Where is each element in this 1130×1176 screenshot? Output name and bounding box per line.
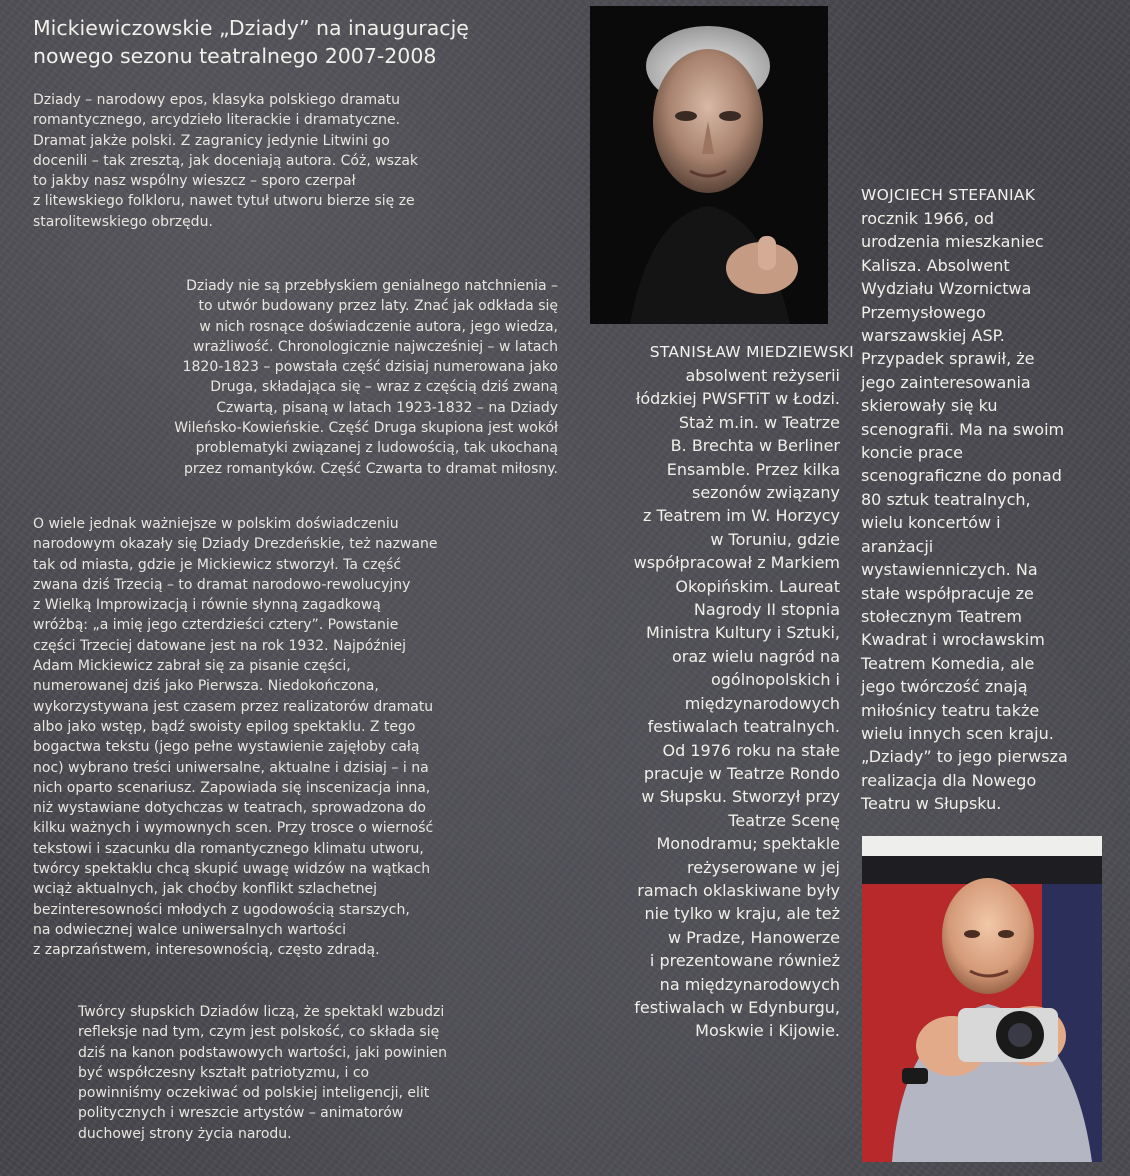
portrait-illustration	[590, 6, 828, 324]
paragraph-chronology	[78, 276, 558, 479]
paragraph-line: w nich rosnące doświadczenie autora, jego wiedza,	[199, 318, 558, 335]
paragraph-line: wykorzystywana jest czasem przez realizatorów dramatu	[33, 698, 434, 715]
bio-line: aranżacji	[861, 536, 934, 556]
paragraph-line: numerowanej dziś jako Pierwsza. Niedokończona,	[33, 678, 379, 695]
bio-line: Wydziału Wzornictwa	[861, 279, 1032, 299]
paragraph-line: Twórcy słupskich Dziadów liczą, że spektakl wzbudzi	[78, 1004, 445, 1020]
title-line-2: nowego sezonu teatralnego 2007-2008	[33, 44, 437, 68]
bio-text-miedziewski	[578, 364, 840, 1043]
bio-line: Ensamble. Przez kilka	[666, 459, 840, 479]
bio-line: miłośnicy teatru także	[861, 700, 1040, 720]
bio-line: Od 1976 roku na stałe	[662, 740, 840, 760]
bio-line: wielu koncertów i	[861, 513, 1001, 533]
bio-line: Teatrze Scenę	[728, 810, 840, 830]
bio-line: z Teatrem im W. Horzycy	[642, 506, 840, 526]
bio-line: nie tylko w kraju, ale też	[644, 904, 840, 924]
paragraph-line: niż wystawiane dotychczas w teatrach, sprowadzona do	[33, 800, 426, 817]
portrait-illustration-camera	[862, 836, 1102, 1162]
paragraph-line: bogactwa tekstu (jego pełne wystawienie zajęłoby całą	[33, 739, 420, 756]
bio-line: w Toruniu, gdzie	[710, 529, 840, 549]
bio-line: Przemysłowego	[861, 302, 986, 322]
bio-line: 80 sztuk teatralnych,	[861, 489, 1031, 509]
bio-line: realizacja dla Nowego	[861, 770, 1037, 790]
bio-line: festiwalach w Edynburgu,	[634, 997, 840, 1017]
portrait-photo-miedziewski	[590, 6, 828, 324]
paragraph-line: tekstowi i szacunku dla romantycznego klimatu utworu,	[33, 840, 424, 857]
bio-line: warszawskiej ASP.	[861, 326, 1005, 346]
paragraph-dresden	[33, 514, 523, 961]
paragraph-line: 1820-1823 – powstała część dzisiaj numerowana jako	[182, 359, 558, 376]
bio-line: B. Brechta w Berliner	[670, 436, 840, 456]
bio-line: na międzynarodowych	[659, 974, 840, 994]
paragraph-line: powinniśmy oczekiwać od polskiej inteligencji, elit	[78, 1085, 430, 1102]
paragraph-line: być współczesny kształt patriotyzmu, i co	[78, 1064, 370, 1081]
paragraph-line: z litewskiego folkloru, nawet tytuł utworu bierze się ze	[33, 193, 415, 210]
bio-line: Kalisza. Absolwent	[861, 255, 1010, 275]
paragraph-line: nich oparto scenariusz. Zapowiada się inscenizacja inna,	[33, 779, 431, 796]
bio-line: koncie prace	[861, 443, 963, 463]
paragraph-line: Wileńsko-Kowieńskie. Część Druga skupiona jest wokół	[174, 420, 558, 437]
paragraph-intro	[33, 90, 533, 232]
paragraph-line: części Trzeciej datowane jest na rok 1932. Najpóźniej	[33, 637, 406, 654]
bio-line: jego zainteresowania	[861, 372, 1031, 392]
paragraph-line: z zaprzaństwem, interesownością, często zdradą.	[33, 942, 380, 959]
bio-line: w Słupsku. Stworzył przy	[641, 787, 840, 807]
bio-name-stefaniak: WOJCIECH STEFANIAK	[861, 186, 1036, 204]
bio-line: i prezentowane również	[649, 951, 840, 971]
paragraph-line: noc) wybrano treści uniwersalne, aktualne i dzisiaj – i na	[33, 759, 429, 776]
portrait-photo-stefaniak	[862, 836, 1102, 1162]
paragraph-line: starolitewskiego obrzędu.	[33, 213, 213, 230]
bio-line: ramach oklaskiwane były	[637, 880, 840, 900]
bio-line: Staż m.in. w Teatrze	[678, 412, 840, 432]
bio-line: ogólnopolskich i	[710, 670, 840, 690]
paragraph-line: narodowym okazały się Dziady Drezdeńskie, też nazwane	[33, 536, 438, 553]
bio-line: stałe współpracuje ze	[861, 583, 1034, 603]
bio-line: reżyserowane w jej	[687, 857, 840, 877]
paragraph-line: Dramat jakże polski. Z zagranicy jedynie Litwini go	[33, 132, 390, 149]
bio-line: Okopińskim. Laureat	[675, 576, 840, 596]
paragraph-line: duchowej strony życia narodu.	[78, 1125, 292, 1142]
bio-line: międzynarodowych	[684, 693, 840, 713]
bio-line: sezonów związany	[691, 483, 840, 503]
paragraph-line: zwana dziś Trzecią – to dramat narodowo-rewolucyjny	[33, 576, 411, 593]
bio-line: Nagrody II stopnia	[693, 600, 840, 620]
paragraph-line: wrażliwość. Chronologicznie najwcześniej – w latach	[193, 338, 558, 355]
bio-text-stefaniak	[861, 207, 1123, 816]
bio-line: Przypadek sprawił, że	[861, 349, 1035, 369]
paragraph-closing	[78, 1002, 528, 1144]
bio-line: festiwalach teatralnych.	[647, 717, 840, 737]
bio-line: scenograficzne do ponad	[861, 466, 1062, 486]
paragraph-line: wciąż aktualnych, jak choćby konflikt szlachetnej	[33, 881, 378, 898]
paragraph-line: Dziady – narodowy epos, klasyka polskiego dramatu	[33, 92, 401, 108]
bio-line: jego twórczość znają	[861, 677, 1028, 697]
paragraph-line: przez romantyków. Część Czwarta to dramat miłosny.	[184, 460, 558, 477]
bio-line: pracuje w Teatrze Rondo	[643, 763, 840, 783]
title-line-1: Mickiewiczowskie „Dziady” na inaugurację	[33, 16, 469, 40]
bio-line: łódzkiej PWSFTiT w Łodzi.	[635, 389, 840, 409]
paragraph-line: Czwartą, pisaną w latach 1923-1832 – na Dziady	[216, 399, 558, 416]
bio-line: Moskwie i Kijowie.	[695, 1021, 840, 1041]
paragraph-line: albo jako wstęp, bądź swoisty epilog spektaklu. Z tego	[33, 718, 416, 735]
bio-line: wielu innych scen kraju.	[861, 723, 1054, 743]
paragraph-line: Dziady nie są przebłyskiem genialnego natchnienia –	[186, 278, 558, 294]
paragraph-line: Druga, składająca się – wraz z częścią dziś zwaną	[210, 379, 558, 396]
paragraph-line: to jakby nasz wspólny wieszcz – sporo czerpał	[33, 173, 356, 190]
bio-line: Teatrem Komedia, ale	[861, 653, 1035, 673]
bio-line: współpracował z Markiem	[633, 553, 840, 573]
paragraph-line: O wiele jednak ważniejsze w polskim doświadczeniu	[33, 516, 399, 532]
bio-line: „Dziady” to jego pierwsza	[861, 747, 1068, 767]
bio-line: scenografii. Ma na swoim	[861, 419, 1065, 439]
paragraph-line: bezinteresowności młodych z ugodowością starszych,	[33, 901, 410, 918]
paragraph-line: twórcy spektaklu chcą skupić uwagę widzów na wątkach	[33, 861, 431, 878]
bio-line: rocznik 1966, od	[861, 209, 994, 228]
paragraph-line: wróżbą: „a imię jego czterdzieści cztery”. Powstanie	[33, 617, 399, 634]
paragraph-line: na odwiecznej walce uniwersalnych wartości	[33, 921, 346, 938]
bio-name-miedziewski: STANISŁAW MIEDZIEWSKI	[649, 343, 854, 361]
bio-line: skierowały się ku	[861, 396, 998, 416]
paragraph-line: to utwór budowany przez laty. Znać jak odkłada się	[198, 298, 558, 315]
bio-line: Teatru w Słupsku.	[861, 794, 1002, 814]
bio-line: Ministra Kultury i Sztuki,	[645, 623, 840, 643]
paragraph-line: politycznych i wreszcie artystów – animatorów	[78, 1105, 404, 1122]
bio-line: stołecznym Teatrem	[861, 606, 1022, 626]
paragraph-line: z Wielką Improwizacją i równie słynną zagadkową	[33, 597, 381, 614]
paragraph-line: kilku ważnych i wymownych scen. Przy trosce o wierność	[33, 820, 434, 837]
bio-line: absolwent reżyserii	[685, 366, 840, 385]
bio-line: Monodramu; spektakle	[656, 834, 840, 854]
bio-line: oraz wielu nagród na	[671, 646, 840, 666]
bio-line: urodzenia mieszkaniec	[861, 232, 1044, 252]
paragraph-line: tak od miasta, gdzie je Mickiewicz stworzył. Ta część	[33, 556, 402, 573]
article-title	[33, 14, 553, 70]
paragraph-line: romantycznego, arcydzieło literackie i dramatyczne.	[33, 112, 401, 129]
paragraph-line: refleksje nad tym, czym jest polskość, co składa się	[78, 1024, 440, 1041]
bio-line: Kwadrat i wrocławskim	[861, 630, 1045, 650]
paragraph-line: Adam Mickiewicz zabrał się za pisanie części,	[33, 658, 351, 675]
bio-line: w Pradze, Hanowerze	[667, 927, 840, 947]
paragraph-line: dziś na kanon podstawowych wartości, jaki powinien	[78, 1044, 448, 1061]
paragraph-line: problematyki związanej z ludowością, tak ukochaną	[195, 440, 558, 457]
bio-line: wystawienniczych. Na	[861, 560, 1038, 580]
paragraph-line: docenili – tak zresztą, jak doceniają autora. Cóż, wszak	[33, 152, 419, 169]
